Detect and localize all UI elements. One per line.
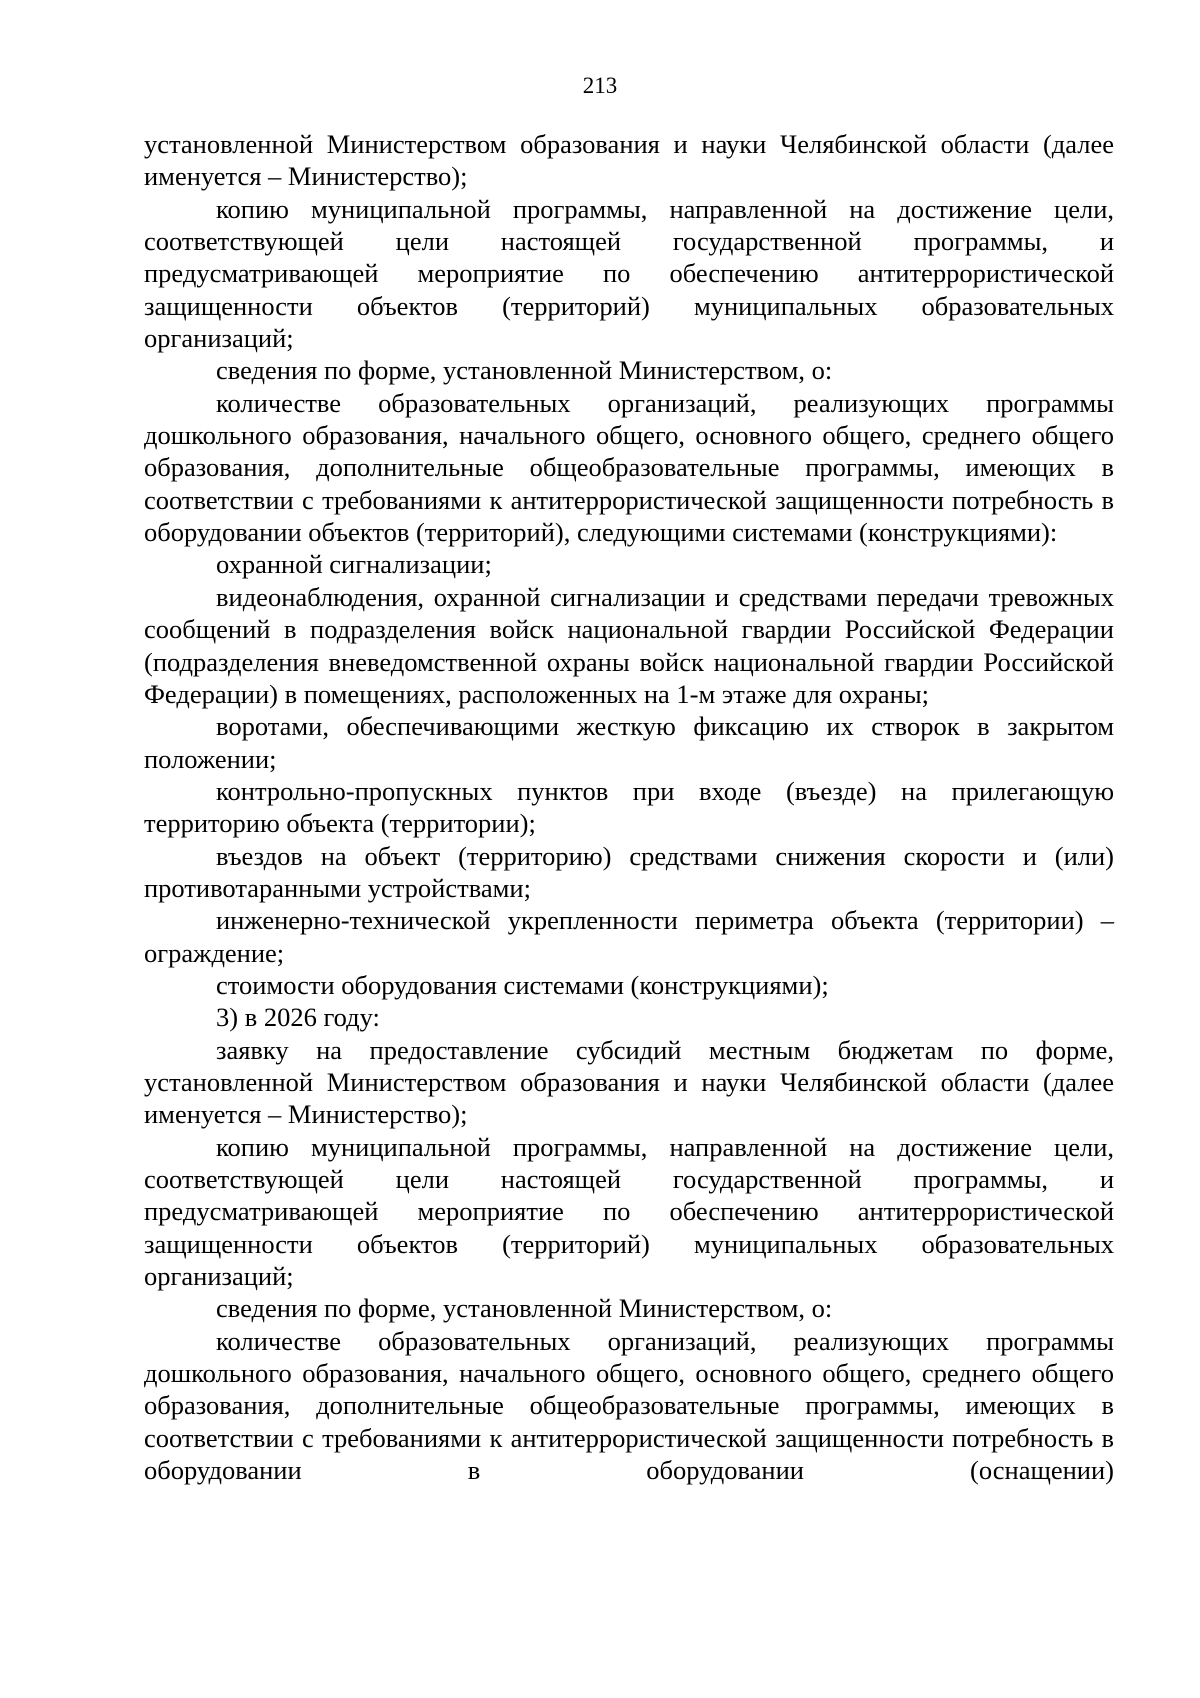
paragraph: въездов на объект (территорию) средствами снижения скорости и (или) противотаранными устройствами; bbox=[144, 840, 1114, 903]
page-number: 213 bbox=[582, 73, 618, 98]
paragraph: сведения по форме, установленной Министерством, о: bbox=[216, 1293, 833, 1324]
paragraph: копию муниципальной программы, направленной на достижение цели, соответствующей цели настоящей государственной программы, и предусматривающей мероприятие по обеспечению антитеррористической защищенности объектов (территорий) муниципальных образовательных организаций; bbox=[144, 193, 1114, 354]
paragraph: количестве образовательных организаций, реализующих программы дошкольного образования, начального общего, основного общего, среднего общего образования, дополнительные общеобразовательные программы, имеющих в соответствии с требованиями к антитеррористической защищенности потребность в оборудовании объектов (территорий), следующими системами (конструкциями): bbox=[144, 387, 1114, 548]
paragraph: инженерно-технической укрепленности периметра объекта (территории) – ограждение; bbox=[144, 905, 1114, 968]
paragraph: контрольно-пропускных пунктов при входе (въезде) на прилегающую территорию объекта (территории); bbox=[144, 775, 1114, 839]
paragraph: установленной Министерством образования и науки Челябинской области (далее именуется – Министерство); bbox=[144, 129, 1114, 192]
paragraph: охранной сигнализации; bbox=[216, 549, 492, 580]
paragraph: заявку на предоставление субсидий местным бюджетам по форме, установленной Министерством образования и науки Челябинской области (далее именуется – Министерство); bbox=[144, 1034, 1114, 1130]
paragraph: стоимости оборудования системами (конструкциями); bbox=[216, 969, 829, 1000]
paragraph: видеонаблюдения, охранной сигнализации и средствами передачи тревожных сообщений в подразделения войск национальной гвардии Российской Федерации (подразделения вневедомственной охраны войск национальной гвардии Российской Федерации) в помещениях, расположенных на 1-м этаже для охраны; bbox=[144, 581, 1114, 709]
document-body bbox=[144, 128, 1114, 1486]
paragraph: копию муниципальной программы, направленной на достижение цели, соответствующей цели настоящей государственной программы, и предусматривающей мероприятие по обеспечению антитеррористической защищенности объектов (территорий) муниципальных образовательных организаций; bbox=[144, 1131, 1114, 1292]
paragraph: воротами, обеспечивающими жесткую фиксацию их створок в закрытом положении; bbox=[144, 711, 1114, 774]
paragraph: количестве образовательных организаций, реализующих программы дошкольного образования, начального общего, основного общего, среднего общего образования, дополнительные общеобразовательные программы, имеющих в соответствии с требованиями к антитеррористической защищенности потребность в оборудовании в оборудовании (оснащении) bbox=[144, 1325, 1114, 1486]
paragraph: 3) в 2026 году: bbox=[216, 1002, 380, 1033]
paragraph: сведения по форме, установленной Министерством, о: bbox=[216, 355, 833, 386]
